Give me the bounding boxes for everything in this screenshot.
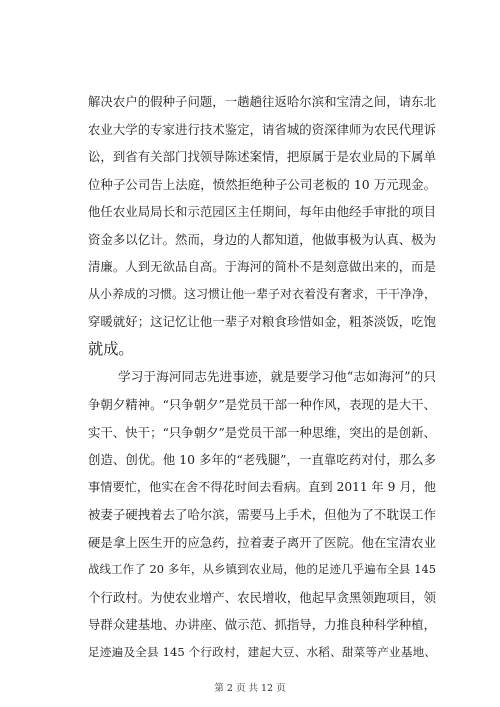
page-number-label: 第 2 页 共 12 页 [214,683,286,694]
text-line: 讼，到省有关部门找领导陈述案情，把原属于是农业局的下属单 [88,149,436,165]
text-line: 硬是拿上医生开的应急药，拉着妻子离开了医院。他在宝清农业 [88,534,436,550]
text-line: 实干、快干；“只争朝夕”是党员干部一种思维，突出的是创新、 [88,424,436,440]
text-line: 个行政村。为使农业增产、农民增收，他起早贪黑领跑项目，领 [88,589,436,605]
text-line: 位种子公司告上法庭，愤然拒绝种子公司老板的 10 万元现金。 [88,176,436,192]
text-line: 足迹遍及全县 145 个行政村，建起大豆、水稻、甜菜等产业基地、 [88,644,436,659]
text-line: 清廉。人到无欲品自高。于海河的简朴不是刻意做出来的，而是 [88,259,436,275]
text-line: 农业大学的专家进行技术鉴定，请省城的资深律师为农民代理诉 [88,121,436,137]
text-line: 资金多以亿计。然而，身边的人都知道，他做事极为认真、极为 [88,231,436,247]
text-line: 就成。 [88,339,134,358]
page-footer [0,680,500,694]
text-line: 导群众建基地、办讲座、做示范、抓指导，力推良种科学种植， [88,617,436,633]
text-line: 从小养成的习惯。这习惯让他一辈子对衣着没有奢求，干干净净， [88,286,437,301]
text-line: 创造、创优。他 10 多年的“老残腿”，一直靠吃药对付，那么多 [88,452,436,468]
text-line: 事情要忙，他实在舍不得花时间去看病。直到 2011 年 9 月，他 [88,479,436,494]
text-line: 他任农业局局长和示范园区主任期间，每年由他经手审批的项目 [88,204,436,220]
text-line: 穿暖就好；这记忆让他一辈子对粮食珍惜如金，粗茶淡饭，吃饱 [88,314,436,330]
body-text [88,88,436,666]
text-line: 争朝夕精神。“只争朝夕”是党员干部一种作风，表现的是大干、 [88,397,436,413]
text-line: 被妻子硬拽着去了哈尔滨，需要马上手术，但他为了不耽误工作 [88,507,436,523]
text-line: 战线工作了 20 多年，从乡镇到农业局，他的足迹几乎遍布全县 145 [88,562,436,577]
paragraph-first-line: 学习于海河同志先进事迹，就是要学习他“志如海河”的只 [118,369,436,385]
text-line: 解决农户的假种子问题，一趟趟往返哈尔滨和宝清之间，请东北 [88,94,436,109]
